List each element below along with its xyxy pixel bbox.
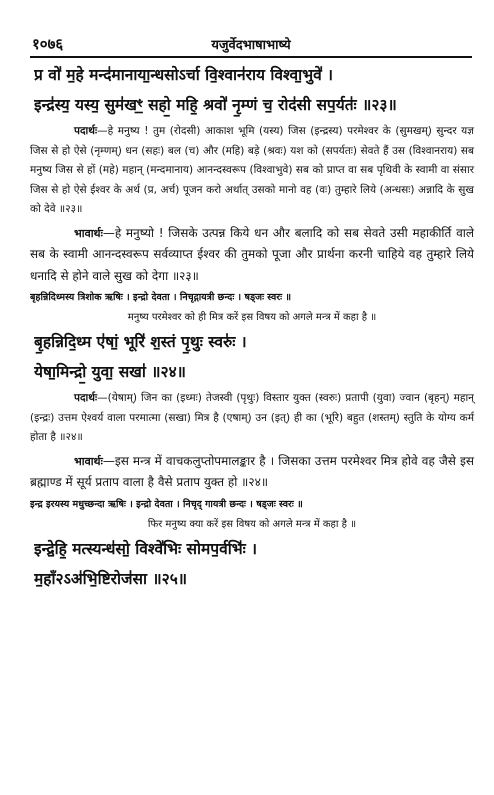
mantra-25-line-1: इन्द्रे॒हि॒ मत्स्यन्ध॑सो॒ विश्वे॑भिः सोमप॒र्वभिः॑ ।: [34, 538, 258, 558]
padartha-label: पदार्थः: [74, 392, 98, 404]
rishi-devata-line-24: बृहन्निदिध्मस्य त्रिशोक ऋषिः । इन्द्रो देवता । निचृद्गायत्री छन्दः । षड्जः स्वरः ॥: [30, 292, 292, 303]
padartha-text: —(येषाम्) जिन का (इध्मः) तेजस्वी (पृथुः) विस्तार युक्त (स्वरुः) प्रतापी (युवा) ज्वान (बृहन्) महान् (इन्द्रः) उत्तम ऐश्वर्य वाला परमात्मा (सखा) मित्र है (एषाम्) उन (इत्) ही का (भूरि) बहुत (शस्तम्) स्तुति के योग्य कर्म होता है ॥२४॥: [30, 392, 474, 443]
running-title: यजुर्वेदभाषाभाष्ये: [211, 38, 291, 53]
intro-line-25: फिर मनुष्य क्या करें इस विषय को अगले मन्त्र में कहा है ॥: [147, 518, 357, 530]
bhavartha-text: —इस मन्त्र में वाचकलुप्तोपमालङ्कार है । जिसका उत्तम परमेश्वर मित्र होवे वह जैसे इस ब्रह्माण्ड में सूर्य प्रताप वाला है वैसे प्रताप युक्त हो ॥२४॥: [30, 453, 474, 489]
intro-line-24: मनुष्य परमेश्वर को ही मित्र करें इस विषय को अगले मन्त्र में कहा है ॥: [127, 312, 377, 323]
mantra-25-line-2: म॒हाँ२ऽअ॑भि॒ष्टिरोज॑सा ॥२५॥: [34, 568, 188, 588]
padartha-23: [30, 122, 474, 220]
mantra-24-line-1: बृ॒हन्निदि॒ध्म ए॑षां॒ भूरि॑ श॒स्तं पृ॒थुः स्वरुः॑ ।: [34, 332, 247, 351]
bhavartha-label: भावार्थः: [74, 454, 103, 468]
mantra-23-line-2: इन्द्र॑स्य॒ यस्य॒ सुम॑खꣳ॒ सहो॒ महि॒ श्रवो॑ नृ॒म्णं च॒ रोद॑सी सप॒र्यतः॑ ॥२३॥: [34, 95, 397, 114]
page-body: [30, 60, 474, 594]
padartha-24: [30, 389, 474, 448]
bhavartha-23: [30, 223, 474, 288]
page-number: १०७६: [32, 35, 64, 53]
bhavartha-24: [30, 451, 474, 494]
padartha-label: पदार्थः: [74, 125, 98, 137]
bhavartha-label: भावार्थः: [74, 226, 103, 240]
mantra-24-line-2: येषा॒मिन्द्रो॒ युवा॒ सखा॑ ॥२४॥: [34, 362, 186, 381]
mantra-23-line-1: प्र वो॑ म॒हे मन्द॑मानाया॒न्धसोऽर्चा वि॒श्वान॑राय विश्वा॒भुवे॑ ।: [34, 65, 333, 84]
page-header: [30, 30, 472, 58]
bhavartha-text: —हे मनुष्यो ! जिसके उत्पन्न किये धन और बलादि को सब सेवते उसी महाकीर्ति वाले सब के स्वामी आनन्दस्वरूप सर्वव्याप्त ईश्वर की तुमको पूजा और प्रार्थना करनी चाहिये वह तुम्हारे लिये धनादि से होने वाले सुख को देगा ॥२३॥: [30, 225, 474, 283]
rishi-devata-line-25: इन्द्र इरयस्य मधुच्छन्दा ऋषिः । इन्द्रो देवता । निचृद् गायत्री छन्दः । षड्जः स्वरः ॥: [30, 498, 303, 510]
padartha-text: —हे मनुष्य ! तुम (रोदसी) आकाश भूमि (यस्य) जिस (इन्द्रस्य) परमेश्वर के (सुमखम्) सुन्दर यज्ञ जिस से हो ऐसे (नृम्णम्) धन (सहः) बल (च) और (महि) बड़े (श्रवः) यश को (सपर्यतः) सेवते हैं उस (विश्वानराय) सब मनुष्य जिस से हों (महे) महान् (मन्दमानाय) आनन्दस्वरूप (विश्वाभुवे) सब को प्राप्त वा सब पृथिवी के स्वामी वा संसार जिस से हो ऐसे ईश्वर के अर्थ (प्र, अर्च) पूजन करो अर्थात् उसको मानो वह (वः) तुम्हारे लिये (अन्धसः) अन्नादि के सुख को देवे ॥२३॥: [30, 125, 474, 215]
